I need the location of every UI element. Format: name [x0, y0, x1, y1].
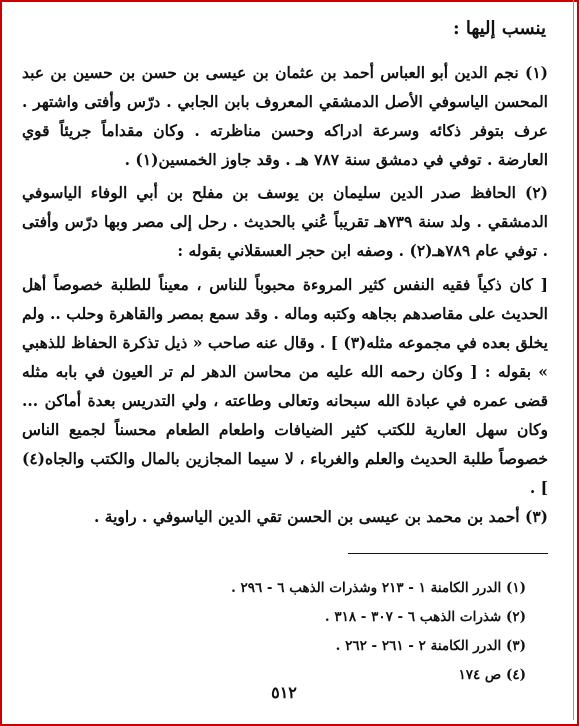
entry-3-paragraph: (٣) أحمد بن محمد بن عيسى بن الحسن تقي الدين الياسوفي . راوية . [93, 507, 548, 526]
page-number: ٥١٢ [271, 683, 297, 702]
document-page [14, 12, 554, 712]
footnotes [231, 574, 526, 690]
footnote-2: (٢) شذرات الذهب ٦ - ٣٠٧ - ٣١٨ . [324, 609, 526, 625]
footnote-separator [348, 553, 548, 554]
entry-1-paragraph: (١) نجم الدين أبو العباس أحمد بن عثمان بن عيسى بن حسن بن حسين بن عبد المحسن الياسوفي الأصل الدمشقي المعروف بابن الجابي . درّس وأفتى واشتهر . عرف بتوفر ذكائه وسرعة ادراكه وحسن مناظرته . وكان مقداماً جريئاً قوي العارضة . توفي في دمشق سنة ٧٨٧ هـ . وقد جاوز الخمسين(١) . [22, 63, 548, 169]
quotation-paragraph: [ كان ذكياً فقيه النفس كثير المروءة محبوباً للناس ، معيناً للطلبة خصوصاً أهل الحديث على مقاصدهم بجاهه وكتبه وماله . وقد سمع بمصر والقاهرة وحلب .. ولم يخلق بعده في مجموعه مثله(٣) ] . وقال عنه صاحب « ذيل تذكرة الحفاظ للذهبي » بقوله : [ وكان رحمه الله عليه من محاسن الدهر لم تر العيون في بابه مثله قضى عمره في عبادة الله سبحانه وتعالى وطاعته ، ولي التدريس بعدة أماكن ... وكان سهل العارية للكتب كثير الضيافات واطعام الطعام محسناً لجميع الناس خصوصاً طلبة الحديث والعلم والغرباء ، لا سيما المجازين بالمال والكتب والجاه(٤) ] . [22, 275, 548, 497]
footnote-4: (٤) ص ١٧٤ [458, 667, 526, 683]
footnote-1: (١) الدرر الكامنة ١ - ٢١٣ وشذرات الذهب ٦ - ٢٩٦ . [231, 580, 526, 596]
footnote-3: (٣) الدرر الكامنة ٢ - ٢٦١ - ٢٦٢ . [335, 638, 526, 654]
entry-2-paragraph: (٢) الحافظ صدر الدين سليمان بن يوسف بن مفلح بن أبي الوفاء الياسوفي الدمشقي . ولد سنة ٧٣٩هـ تقريباً عُني بالحديث . رحل إلى مصر وبها درّس وأفتى . توفي عام ٧٨٩هـ(٢) . وصفه ابن حجر العسقلاني بقوله : [22, 183, 548, 260]
section-heading: ينسب إليها : [452, 18, 546, 39]
